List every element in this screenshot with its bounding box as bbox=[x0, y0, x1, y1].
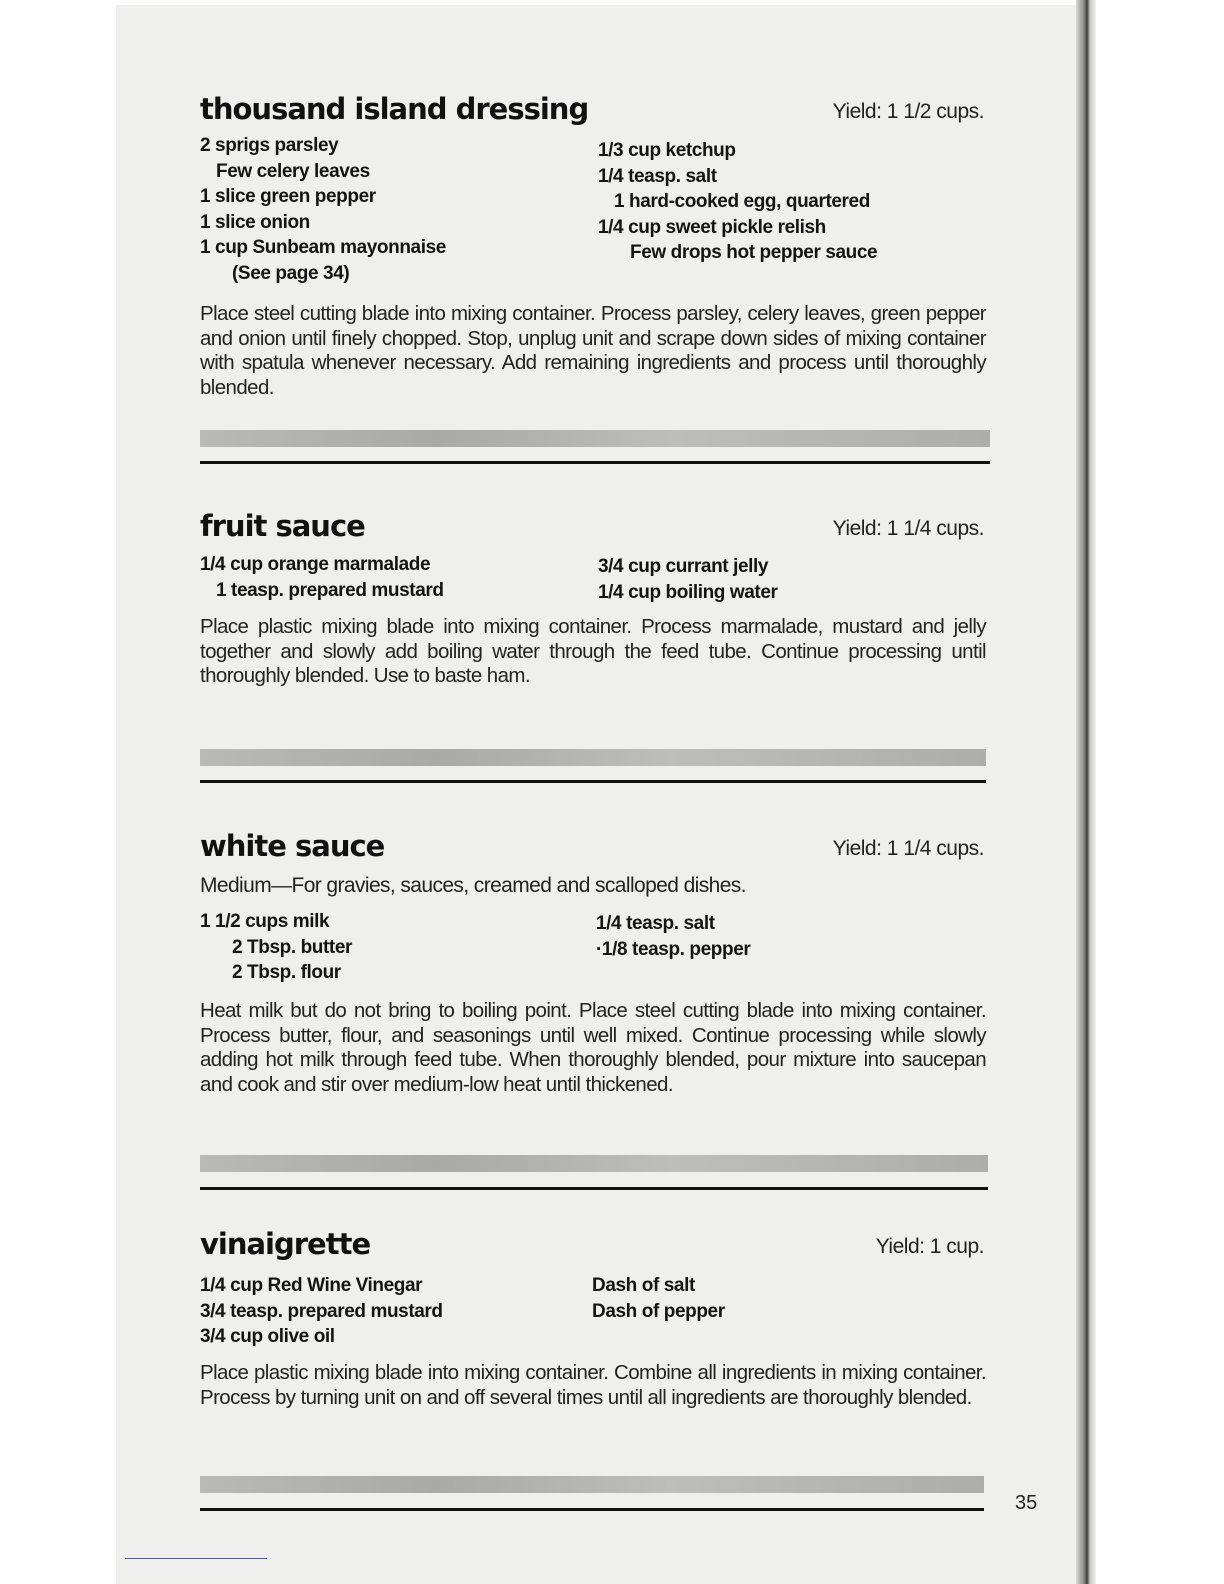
ingredient: 1/4 cup sweet pickle relish bbox=[598, 216, 826, 238]
ingredient: Few drops hot pepper sauce bbox=[630, 242, 878, 263]
ingredients-right bbox=[596, 911, 750, 962]
section-divider bbox=[200, 1187, 988, 1190]
recipe-white-sauce bbox=[200, 829, 986, 1109]
ingredient: 1 hard-cooked egg, quartered bbox=[614, 191, 870, 212]
recipe-yield: Yield: 1 1/4 cups. bbox=[832, 837, 984, 860]
section-shade-bar bbox=[200, 1476, 984, 1493]
ingredient: Dash of salt bbox=[592, 1275, 695, 1296]
ingredient: 1/3 cup ketchup bbox=[598, 140, 736, 161]
ingredient: 1 slice onion bbox=[200, 211, 310, 233]
section-shade-bar bbox=[200, 1155, 988, 1172]
recipe-title: vinaigrette bbox=[200, 1227, 371, 1261]
recipe-subtitle: Medium—For gravies, sauces, creamed and scalloped dishes. bbox=[200, 874, 746, 897]
ingredient: 1/4 teasp. salt bbox=[598, 165, 717, 187]
ingredients-right bbox=[592, 1273, 725, 1324]
ingredient: 1 1/2 cups milk bbox=[200, 911, 330, 932]
ingredients-left bbox=[200, 909, 352, 986]
recipe-directions: Place plastic mixing blade into mixing container. Process marmalade, mustard and jelly together and slowly add boiling water through the feed tube. Continue processing until thoroughly blended. Use to baste ham. bbox=[200, 615, 986, 687]
recipe-directions: Place steel cutting blade into mixing container. Process parsley, celery leaves, green pepper and onion until finely chopped. Stop, unplug unit and scrape down sides of mixing container with spatula whenever necessary. Add remaining ingredients and process until thoroughly blended. bbox=[200, 302, 986, 399]
ingredient: 2 Tbsp. butter bbox=[232, 936, 353, 958]
recipe-title: white sauce bbox=[200, 829, 385, 863]
page-number: 35 bbox=[1015, 1492, 1038, 1514]
ingredients-left bbox=[200, 552, 444, 603]
section-shade-bar bbox=[200, 749, 986, 766]
link-underline bbox=[125, 1558, 267, 1559]
ingredient: 1/4 cup orange marmalade bbox=[200, 554, 431, 575]
section-divider bbox=[200, 780, 986, 783]
ingredient: 3/4 cup currant jelly bbox=[598, 556, 769, 577]
recipe-directions: Place plastic mixing blade into mixing container. Combine all ingredients in mixing container. Process by turning unit on and off several times until all ingredients are thoroughly blended. bbox=[200, 1361, 986, 1409]
ingredient: 1/4 teasp. salt bbox=[596, 913, 715, 934]
recipe-thousand-island bbox=[200, 92, 986, 412]
ingredient: 1/4 cup Red Wine Vinegar bbox=[200, 1275, 423, 1296]
ingredient: Few celery leaves bbox=[216, 160, 370, 182]
recipe-vinaigrette bbox=[200, 1227, 986, 1427]
recipe-directions: Heat milk but do not bring to boiling point. Place steel cutting blade into mixing container. Process butter, flour, and seasonings until well mixed. Continue processing while slowly adding hot milk through feed tube. When thoroughly blended, pour mixture into saucepan and cook and stir over medium-low heat until thickened. bbox=[200, 999, 986, 1096]
ingredient: 2 Tbsp. flour bbox=[232, 962, 341, 983]
page-margin bbox=[1096, 0, 1224, 1584]
section-divider bbox=[200, 1508, 984, 1511]
ingredients-left bbox=[200, 133, 446, 286]
ingredients-right bbox=[598, 138, 877, 266]
ingredient: 1/4 cup boiling water bbox=[598, 581, 778, 603]
recipe-yield: Yield: 1 1/2 cups. bbox=[832, 100, 984, 123]
ingredients-left bbox=[200, 1273, 443, 1350]
recipe-yield: Yield: 1 cup. bbox=[875, 1235, 984, 1258]
book-spine bbox=[1076, 0, 1096, 1584]
ingredient: 1 cup Sunbeam mayonnaise bbox=[200, 237, 446, 258]
ingredient: 2 sprigs parsley bbox=[200, 135, 339, 156]
recipe-title: fruit sauce bbox=[200, 509, 365, 543]
ingredient: 3/4 teasp. prepared mustard bbox=[200, 1300, 443, 1322]
ingredient: 3/4 cup olive oil bbox=[200, 1326, 335, 1347]
ingredient: 1 slice green pepper bbox=[200, 186, 376, 207]
ingredient: Dash of pepper bbox=[592, 1300, 725, 1322]
recipe-fruit-sauce bbox=[200, 509, 986, 699]
ingredient: ·1/8 teasp. pepper bbox=[596, 938, 751, 960]
section-shade-bar bbox=[200, 430, 990, 447]
recipe-yield: Yield: 1 1/4 cups. bbox=[832, 517, 984, 540]
section-divider bbox=[200, 461, 990, 464]
ingredient: 1 teasp. prepared mustard bbox=[216, 579, 444, 601]
recipe-title: thousand island dressing bbox=[200, 92, 589, 126]
ingredients-right bbox=[598, 554, 778, 605]
ingredient: (See page 34) bbox=[232, 262, 350, 284]
